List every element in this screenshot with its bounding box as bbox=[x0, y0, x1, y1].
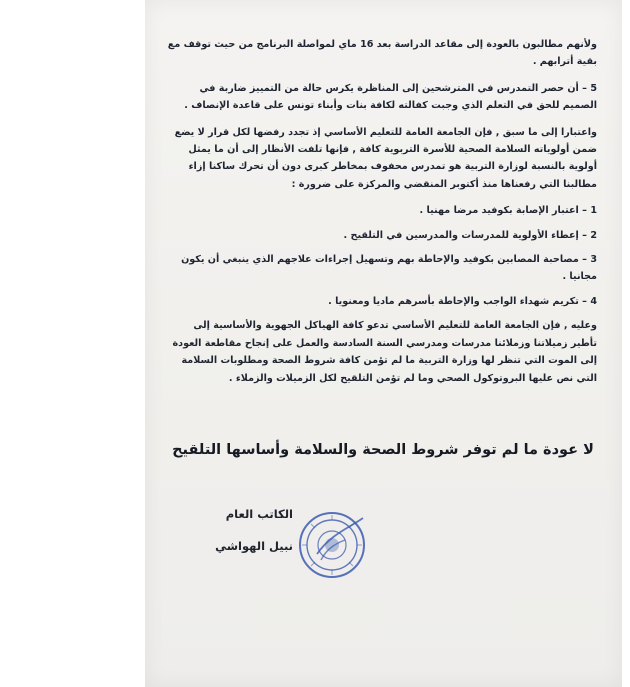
demand-item-2: 2 – إعطاء الأولوية للمدرسات والمدرسين في التلقيح . bbox=[343, 229, 597, 241]
demand-item-4: 4 – تكريم شهداء الواجب والإحاطة بأسرهم ماديا ومعنويا . bbox=[328, 295, 597, 307]
official-stamp-icon bbox=[297, 510, 367, 580]
paragraph-conclusion: وعليه , فإن الجامعة العامة للتعليم الأساسي تدعو كافة الهياكل الجهوية والأساسية إلى تأطير زميلاتنا وزملائنا مدرسات ومدرسي السنة السادسة والعمل على إنجاح مقاطعة العودة إلى الموت التي تنظر لها وزارة التربية ما لم تؤمن كافة شروط الصحة ومطلوبات السلامة التي نص عليها البروتوكول الصحي وما لم تؤمن التلقيح لكل الزميلات والزملاء . bbox=[172, 320, 597, 384]
signature-block bbox=[173, 498, 293, 562]
document-photo bbox=[145, 0, 622, 687]
paragraph-point-5: 5 – أن حصر التمدرس في المترشحين إلى المناظرة يكرس حالة من التمييز ضاربة في الصميم للحق في التعلم الذي وجبت كفالته لكافة بنات وأبناء تونس على قاعدة الإنصاف . bbox=[184, 82, 597, 112]
demand-item-1: 1 – اعتبار الإصابة بكوفيد مرضا مهنيا . bbox=[419, 205, 597, 217]
paragraph-continuation: ولأنهم مطالبون بالعودة إلى مقاعد الدراسة بعد 16 ماي لمواصلة البرنامج من حيث توقف مع بقية أترابهم . bbox=[167, 39, 597, 68]
paragraph-considering: واعتبارا إلى ما سبق , فإن الجامعة العامة للتعليم الأساسي إذ تجدد رفضها لكل قرار لا يضع ضمن أولوياته السلامة الصحية للأسرة التربوية كافة , فإنها تلفت الأنظار إلى أن ما يمثل أولوية بالنسبة لوزارة التربية هو تمدرس محفوف بمخاطر كبرى دون أن تحرك ساكنا إزاء مطالبنا التي رفعناها منذ أكتوبر المنقضي والمركزة على ضرورة : bbox=[174, 126, 597, 190]
signatory-title: الكاتب العام bbox=[225, 507, 293, 521]
document-body bbox=[167, 36, 597, 396]
slogan-heading: لا عودة ما لم توفر شروط الصحة والسلامة وأساسها التلقيح bbox=[172, 442, 594, 458]
demand-item-3: 3 – مصاحبة المصابين بكوفيد والإحاطة بهم وتسهيل إجراءات علاجهم الذي ينبغي أن يكون مجانيا . bbox=[181, 254, 597, 283]
signatory-name: نبيل الهواشي bbox=[215, 539, 293, 553]
